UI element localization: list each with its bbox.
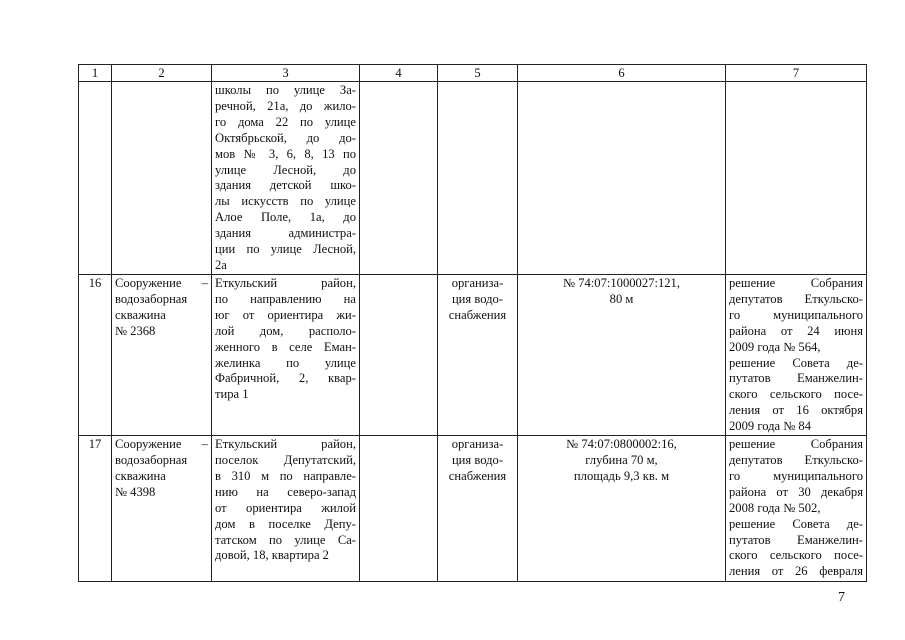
cadastre-line: № 74:07:0800002:16, — [566, 437, 677, 452]
basis-line: депутатов Еткульско- — [729, 291, 863, 306]
cadastre-cell — [518, 275, 726, 436]
column-number-4: 4 — [360, 65, 438, 82]
object-name-line: Сооружение – — [115, 276, 208, 290]
object-name-line: скважина — [115, 307, 166, 322]
column-number-7: 7 — [726, 65, 867, 82]
location-line: Еткульский район, — [215, 276, 356, 290]
location-line: лой дом, располо- — [215, 323, 356, 338]
cadastre-line: глубина 70 м, — [585, 452, 658, 467]
location-line: Фабричной, 2, квар- — [215, 371, 356, 386]
basis-line: го муниципального — [729, 307, 863, 322]
location-line: по направлению на — [215, 291, 356, 306]
table-row — [79, 275, 867, 436]
object-name-line: № 2368 — [115, 323, 156, 338]
holder-line: снабжения — [448, 468, 507, 483]
location-line: Алое Поле, 1а, до — [215, 210, 356, 225]
table-row — [79, 436, 867, 582]
cell-empty — [360, 436, 438, 582]
location-line: в 310 м по направле- — [215, 468, 356, 483]
holder-cell — [438, 436, 518, 582]
cell-empty — [518, 82, 726, 275]
location-line: поселок Депутатский, — [215, 452, 356, 467]
object-name-line: водозаборная — [115, 291, 188, 306]
basis-line: путатов Еманжелин- — [729, 371, 863, 386]
location-line: от ориентира жилой — [215, 500, 356, 515]
basis-line: решение Собрания — [729, 437, 863, 452]
holder-cell — [438, 275, 518, 436]
basis-line: путатов Еманжелин- — [729, 532, 863, 547]
location-line: дом в поселке Депу- — [215, 516, 356, 531]
location-line: татском по улице Са- — [215, 532, 356, 547]
object-name-cell — [112, 436, 212, 582]
cell-empty — [438, 82, 518, 275]
basis-line: решение Совета де- — [729, 516, 863, 531]
object-name-line: скважина — [115, 468, 166, 483]
basis-line: решение Собрания — [729, 276, 863, 290]
basis-line: ского сельского посе- — [729, 548, 863, 563]
continuation-row — [79, 82, 867, 275]
column-number-2: 2 — [112, 65, 212, 82]
location-line: Еткульский район, — [215, 437, 356, 452]
basis-cell — [726, 436, 867, 582]
basis-line: ского сельского посе- — [729, 387, 863, 402]
row-number: 16 — [79, 275, 112, 436]
cell-empty — [112, 82, 212, 275]
cell-empty — [79, 82, 112, 275]
holder-line: организа- — [451, 437, 504, 452]
location-cell — [212, 436, 360, 582]
location-line: юг от ориентира жи- — [215, 307, 356, 322]
location-line: речной, 21а, до жило- — [215, 98, 356, 113]
cadastre-line: № 74:07:1000027:121, — [563, 276, 680, 290]
object-name-cell — [112, 275, 212, 436]
column-number-6: 6 — [518, 65, 726, 82]
location-line: ции по улице Лесной, — [215, 242, 356, 257]
cell-empty — [360, 275, 438, 436]
location-line: 2а — [215, 257, 227, 272]
holder-line: ция водо- — [451, 291, 504, 306]
location-cell — [212, 275, 360, 436]
basis-line: депутатов Еткульско- — [729, 452, 863, 467]
basis-line: решение Совета де- — [729, 355, 863, 370]
object-name-line: водозаборная — [115, 452, 188, 467]
basis-line: 2009 года № 564, — [729, 339, 821, 354]
object-name-line: Сооружение – — [115, 437, 208, 452]
location-line: тира 1 — [215, 387, 249, 402]
row-number: 17 — [79, 436, 112, 582]
location-line: здания детской шко- — [215, 178, 356, 193]
location-line: довой, 18, квартира 2 — [215, 548, 329, 563]
basis-line: 2008 года № 502, — [729, 500, 821, 515]
location-line: го дома 22 по улице — [215, 114, 356, 129]
page-number: 7 — [838, 590, 845, 605]
basis-cell — [726, 275, 867, 436]
location-line: Октябрьской, до до- — [215, 130, 356, 145]
object-name-line: № 4398 — [115, 484, 156, 499]
cell-empty — [360, 82, 438, 275]
basis-line: ления от 26 февраля — [729, 564, 863, 579]
basis-line: района от 30 декабря — [729, 484, 863, 499]
holder-line: снабжения — [448, 307, 507, 322]
location-line: улице Лесной, до — [215, 162, 356, 177]
column-number-1: 1 — [79, 65, 112, 82]
location-cell — [212, 82, 360, 275]
location-line: нию на северо-запад — [215, 484, 356, 499]
location-line: здания администра- — [215, 226, 356, 241]
location-line: мов № 3, 6, 8, 13 по — [215, 146, 356, 161]
cadastre-line: 80 м — [609, 291, 634, 306]
basis-line: ления от 16 октября — [729, 403, 863, 418]
column-number-3: 3 — [212, 65, 360, 82]
cell-empty — [726, 82, 867, 275]
location-line: желинка по улице — [215, 355, 356, 370]
cadastre-line: площадь 9,3 кв. м — [573, 468, 670, 483]
basis-line: района от 24 июня — [729, 323, 863, 338]
cadastre-cell — [518, 436, 726, 582]
location-line: женного в селе Еман- — [215, 339, 356, 354]
location-line: лы искусств по улице — [215, 194, 356, 209]
column-number-row — [79, 65, 867, 82]
registry-table — [78, 64, 867, 582]
column-number-5: 5 — [438, 65, 518, 82]
holder-line: организа- — [451, 276, 504, 290]
location-line: школы по улице За- — [215, 83, 356, 97]
holder-line: ция водо- — [451, 452, 504, 467]
basis-line: го муниципального — [729, 468, 863, 483]
basis-line: 2009 года № 84 — [729, 419, 812, 434]
